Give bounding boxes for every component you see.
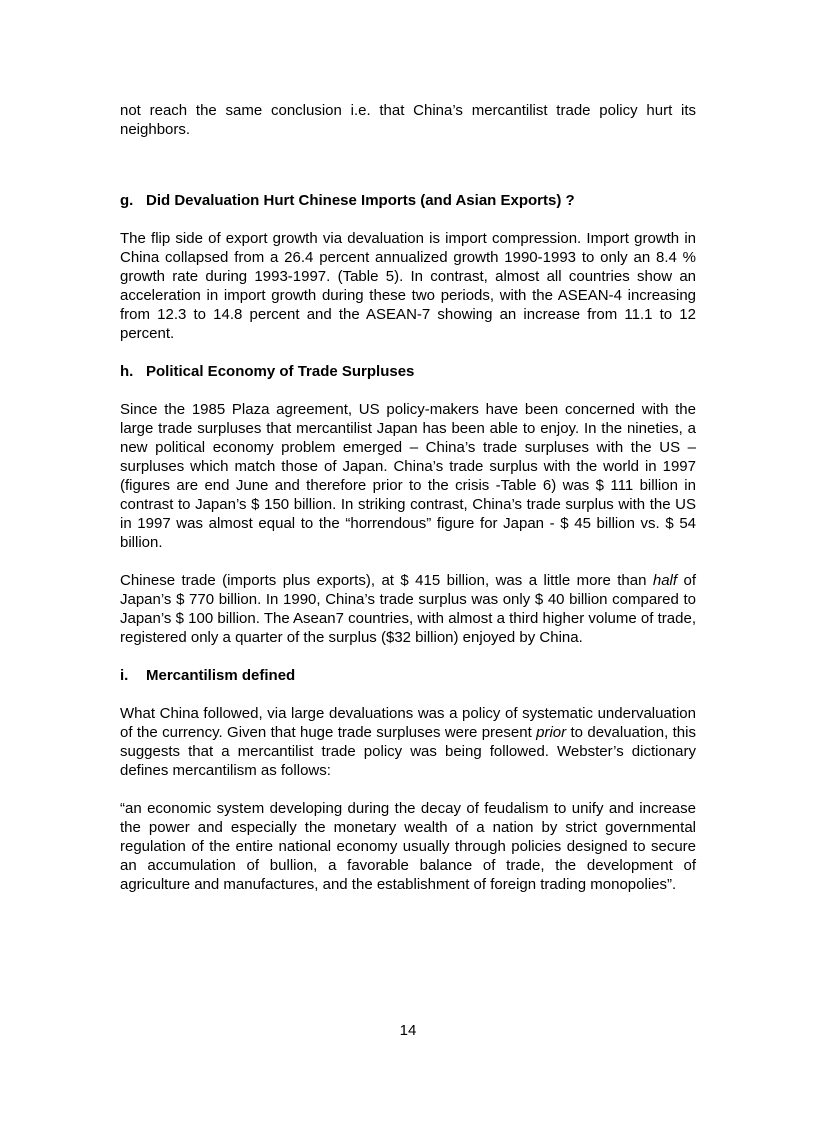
section-g-letter: g. bbox=[120, 192, 134, 209]
section-h-paragraph-1: Since the 1985 Plaza agreement, US policy-makers have been concerned with the large trade surpluses that mercantilist Japan has been able to enjoy. In the nineties, a new political economy problem emerged – China’s trade surpluses with the US – surpluses which match those of Japan. China’s trade surplus with the world in 1997 (figures are end June and therefore prior to the crisis -Table 6) was $ 111 billion in contrast to Japan’s $ 150 billion. In striking contrast, China’s trade surplus with the US in 1997 was almost equal to the “horrendous” figure for Japan - $ 45 billion vs. $ 54 billion. bbox=[120, 401, 696, 551]
section-i-letter: i. bbox=[120, 667, 129, 684]
intro-paragraph: not reach the same conclusion i.e. that China’s mercantilist trade policy hurt its neighbors. bbox=[120, 102, 696, 138]
section-i-paragraph-1-end: to devaluation, this suggests that a mercantilist trade policy was being followed. Webster’s dictionary defines mercantilism as follows: bbox=[120, 724, 696, 779]
section-h-title: Political Economy of Trade Surpluses bbox=[146, 363, 415, 380]
section-i-heading bbox=[120, 666, 696, 685]
section-h-paragraph-2-end: of Japan’s $ 770 billion. In 1990, China’s trade surplus was only $ 40 billion compared to Japan’s $ 100 billion. The Asean7 countries, with almost a third higher volume of trade, registered only a quarter of the surplus ($32 billion) enjoyed by China. bbox=[120, 572, 696, 646]
section-i-title: Mercantilism defined bbox=[146, 667, 296, 684]
document-page bbox=[120, 101, 696, 894]
webster-quote: “an economic system developing during the decay of feudalism to unify and increase the power and especially the monetary wealth of a nation by strict governmental regulation of the entire national economy usually through policies designed to secure an accumulation of bullion, a favorable balance of trade, the development of agriculture and manufactures, and the establishment of foreign trading monopolies”. bbox=[120, 800, 696, 893]
section-h-paragraph-2 bbox=[120, 571, 696, 647]
section-g-heading bbox=[120, 191, 696, 210]
section-i-paragraph-1-start: What China followed, via large devaluations was a policy of systematic undervaluation of the currency. Given that huge trade surpluses were present bbox=[120, 705, 696, 741]
emphasis-half: half bbox=[652, 572, 678, 589]
section-h-letter: h. bbox=[120, 363, 134, 380]
section-i-paragraph-1 bbox=[120, 704, 696, 780]
section-g-title: Did Devaluation Hurt Chinese Imports (and Asian Exports) ? bbox=[146, 192, 575, 209]
emphasis-prior: prior bbox=[536, 724, 567, 741]
section-h-heading bbox=[120, 362, 696, 381]
page-number: 14 bbox=[399, 1022, 417, 1039]
section-g-paragraph: The flip side of export growth via devaluation is import compression. Import growth in China collapsed from a 26.4 percent annualized growth 1990-1993 to only an 8.4 % growth rate during 1993-1997. (Table 5). In contrast, almost all countries show an acceleration in import growth during these two periods, with the ASEAN-4 increasing from 12.3 to 14.8 percent and the ASEAN-7 showing an increase from 11.1 to 12 percent. bbox=[120, 230, 696, 342]
section-h-paragraph-2-start: Chinese trade (imports plus exports), at $ 415 billion, was a little more than bbox=[120, 572, 653, 589]
